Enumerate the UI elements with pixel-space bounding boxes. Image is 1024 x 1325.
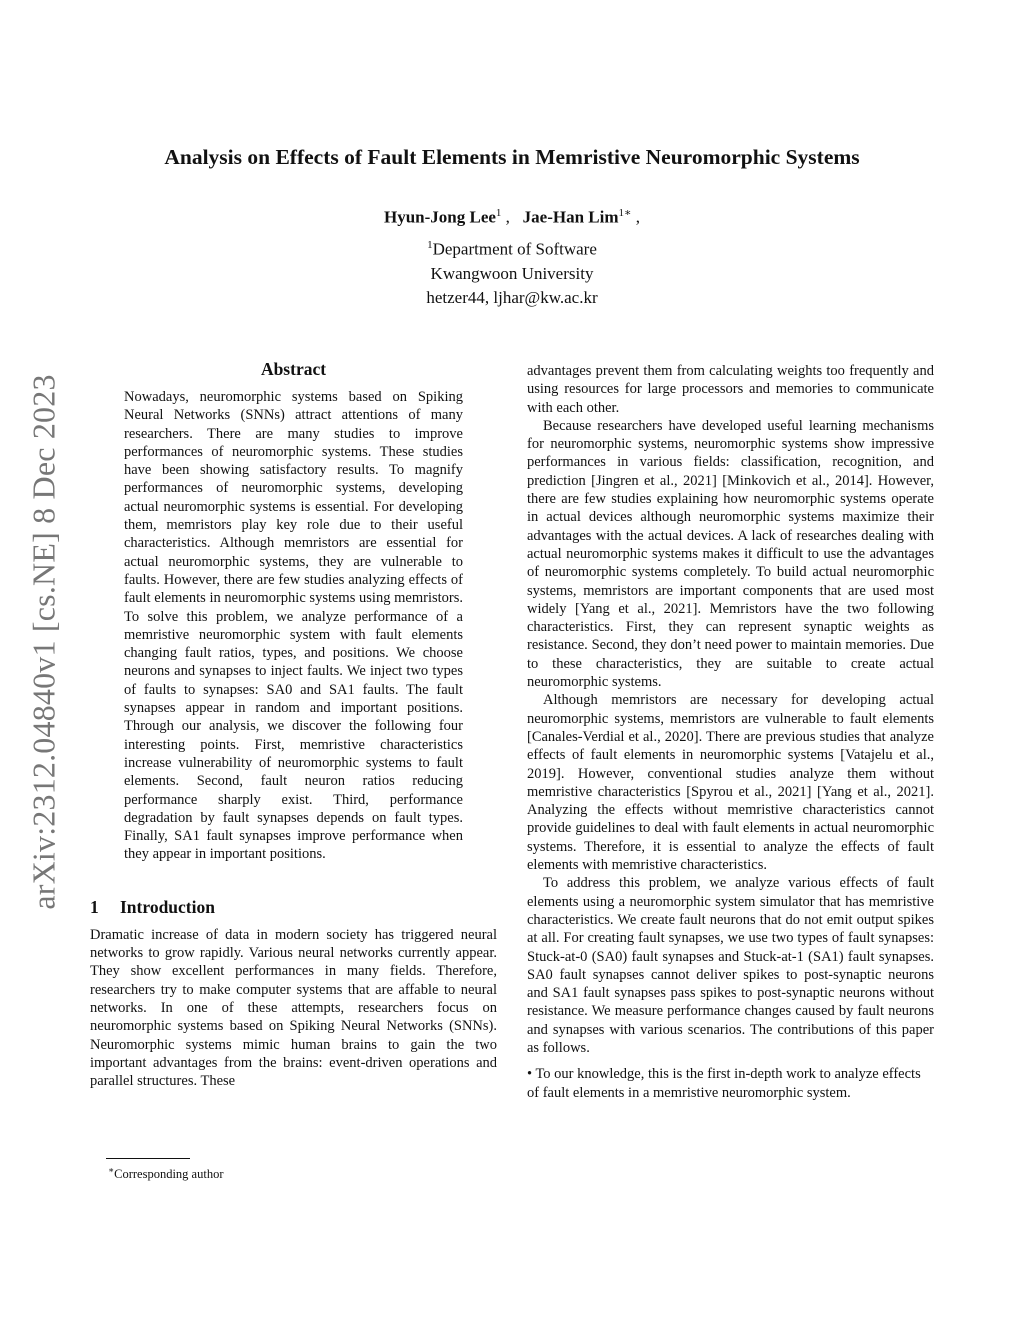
- intro-paragraph-3: Although memristors are necessary for developing actual neuromorphic systems, memristors are vulnerable to fault elements [Canales-Verdial et al., 2020]. There are previous studies that analyze effects of fault elements in neuromorphic systems [Vatajelu et al., 2019]. However, conventional studies analyze them without memristive characteristics [Spyrou et al., 2021] [Yang et al., 2021]. Analyzing the effects without memristive characteristics cannot provide guidelines to deal with fault elements in actual neuromorphic systems. Therefore, it is essential to analyze the effects of fault elements with memristive characteristics.: [527, 692, 934, 874]
- intro-paragraph-1: Dramatic increase of data in modern society has triggered neural networks to grow rapidly. Various neural networks currently appear. They show excellent performances in many fields. Therefore, researchers try to make computer systems that are affable to neural networks. In one of these attempts, researchers focus on neuromorphic systems based on Spiking Neural Networks (SNNs). Neuromorphic systems mimic human brains to gain the two important advantages from the brains: event-driven operations and parallel structures. These: [90, 926, 497, 1090]
- footnote: [108, 1162, 223, 1182]
- author-name-1: Hyun-Jong Lee: [383, 207, 496, 227]
- section-number: 1: [90, 896, 99, 917]
- section-heading-introduction: [90, 896, 497, 918]
- section-title: Introduction: [120, 896, 215, 917]
- author-mark-1: 1: [495, 207, 502, 219]
- author-name-2: Jae-Han Lim: [522, 207, 619, 227]
- author-line: Hyun-Jong Lee$^1$ , Jae-Han Lim$^{1∗}$ ,: [383, 207, 641, 227]
- contribution-bullet-1: • To our knowledge, this is the first in-depth work to analyze effects of fault elements in a memristive neuromorphic system.: [527, 1066, 921, 1101]
- footnote-mark: ∗: [108, 1165, 115, 1175]
- intro-paragraph-2: Because researchers have developed useful learning mechanisms for neuromorphic systems, neuromorphic systems show impressive performances in various fields: classification, recognition, and prediction [Jingren et al., 2021] [Minkovich et al., 2014]. However, there are few studies explaining how neuromorphic systems operate in actual devices although neuromorphic systems maximize their advantages with the actual devices. A lack of researches dealing with actual neuromorphic systems makes it difficult to use the advantages of neuromorphic systems completely. To build actual neuromorphic systems, memristors are important components that are used most widely [Yang et al., 2021]. Memristors have the two following characteristics. First, they can represent synaptic weights as resistance. Second, they don’t need power to maintain memories. Due to these characteristics, they are suitable to create actual neuromorphic systems.: [527, 417, 934, 691]
- author-mark-2: 1∗: [618, 207, 632, 219]
- left-column: [90, 358, 497, 1090]
- footnote-text: Corresponding author: [114, 1167, 224, 1182]
- abstract-heading: Abstract: [260, 359, 327, 379]
- intro-paragraph-1-continued: advantages prevent them from calculating weights too frequently and using resources for large processors and memories to communicate with each other.: [527, 363, 934, 416]
- affiliation-university: Kwangwoon University: [430, 263, 594, 283]
- affiliation-emails: hetzer44, ljhar@kw.ac.kr: [426, 287, 598, 307]
- affiliation-department: Department of Software: [432, 239, 597, 259]
- abstract-text: Nowadays, neuromorphic systems based on Spiking Neural Networks (SNNs) attract attentions of many researchers. There are many studies to improve performances of neuromorphic systems. These studies have been showing satisfactory results. To magnify performances of neuromorphic systems, developing actual neuromorphic systems is essential. For developing them, memristors play key role due to their useful characteristics. Although memristors are essential for actual neuromorphic systems, they are vulnerable to faults. However, there are few studies analyzing effects of fault elements in neuromorphic systems using memristors. To solve this problem, we analyze performance of a memristive neuromorphic system with fault elements changing fault ratios, types, and positions. We choose neurons and synapses to inject faults. We inject two types of faults to synapses: SA0 and SA1 faults. The fault synapses appear in random and important positions. Through our analysis, we discover the following four interesting points. First, memristive characteristics increase vulnerability of neuromorphic systems to fault elements. Second, fault neuron ratios reducing performance sharply exist. Third, performance degradation by fault synapses depends on fault types. Finally, SA1 fault synapses improve performance when they appear in important positions.: [124, 389, 463, 863]
- intro-paragraph-4: To address this problem, we analyze various effects of fault elements using a neuromorphic system simulator that has memristive characteristics. We create fault neurons that do not emit output spikes at all. For creating fault synapses, we use two types of fault synapses: Stuck-at-0 (SA0) fault synapses and Stuck-at-1 (SA1) fault synapses. SA0 fault synapses cannot deliver spikes to post-synaptic neurons and SA1 fault synapses pass spikes to post-synaptic neurons without resistance. We measure performance changes caused by fault neurons and synapses with various scenarios. The contributions of this paper as follows.: [527, 875, 934, 1056]
- footnote-rule: [106, 1158, 190, 1159]
- arxiv-side-stamp: arXiv:2312.04840v1 [cs.NE] 8 Dec 2023: [25, 374, 62, 910]
- paper-title: Analysis on Effects of Fault Elements in Memristive Neuromorphic Systems: [164, 145, 860, 169]
- affiliation-mark: 1: [427, 239, 433, 251]
- affiliation-block: [0, 233, 1024, 310]
- right-column: [527, 362, 934, 1102]
